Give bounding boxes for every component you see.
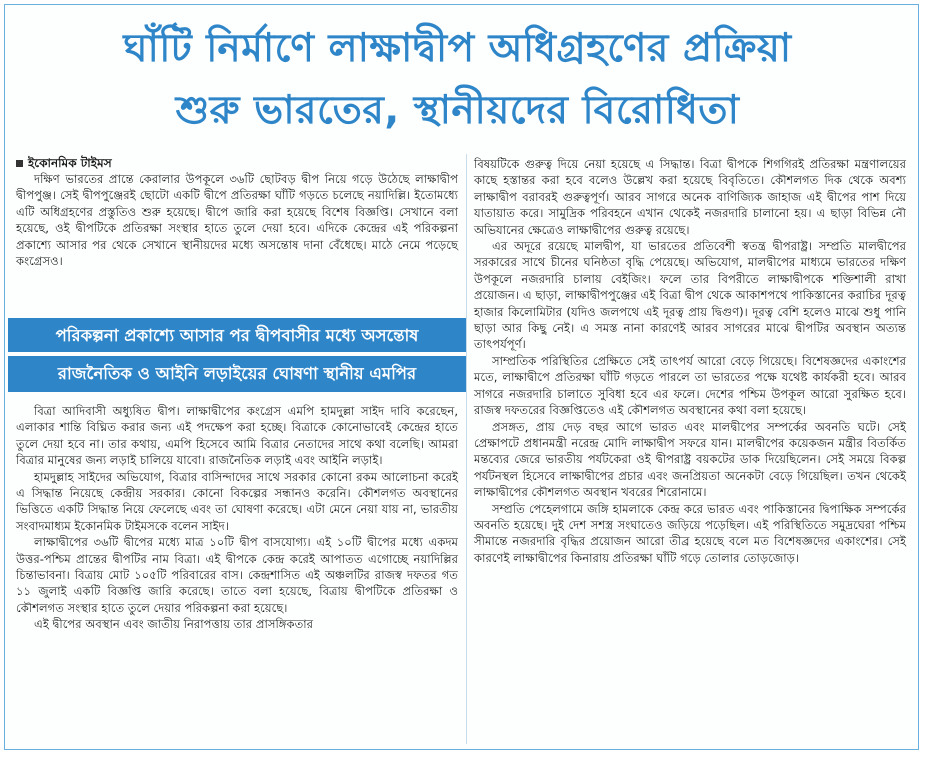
- subheading-banner-1: পরিকল্পনা প্রকাশ্যে আসার পর দ্বীপবাসীর মধ্যে অসন্তোষ: [8, 318, 466, 354]
- left-column-bottom: [16, 403, 458, 633]
- byline: [16, 156, 458, 170]
- paragraph: সাম্প্রতিক পরিস্থিতির প্রেক্ষিতে সেই তাৎপর্য আরো বেড়ে গিয়েছে। বিশেষজ্ঞদের একাংশের মতে, লাক্ষাদ্বীপে প্রতিরক্ষা ঘাঁটি গড়তে পারলে তা ভারতের পক্ষে যথেষ্ট কার্যকরী হবে। আরব সাগরে নজরদারি চালাতে সুবিধা হবে এর ফলে। দেশের পশ্চিম উপকূল আরো সুরক্ষিত হবে। রাজস্ব দফতরের বিজ্ঞপ্তিতেও এই কৌশলগত অবস্থানের কথা বলা হয়েছে।: [474, 353, 906, 418]
- byline-source: ইকোনমিক টাইমস: [28, 156, 112, 170]
- paragraph: প্রসঙ্গত, প্রায় দেড় বছর আগে ভারত এবং মালদ্বীপের সম্পর্কের অবনতি ঘটে। সেই প্রেক্ষাপটে প্রধানমন্ত্রী নরেন্দ্র মোদি লাক্ষাদ্বীপ সফরে যান। মালদ্বীপের কয়েকজন মন্ত্রীর বিতর্কিত মন্তব্যের জেরে ভারতীয় পর্যটকেরা ওই দ্বীপরাষ্ট্র বয়কটের ডাক দিয়েছিলেন। সেই সময়ে বিকল্প পর্যটনস্থল হিসেবে লাক্ষাদ্বীপের প্রচার এবং জনপ্রিয়তা অনেকটা বেড়ে গিয়েছিল। তখন থেকেই লাক্ষাদ্বীপের কৌশলগত অবস্থান খবরের শিরোনামে।: [474, 419, 906, 500]
- paragraph: এই দ্বীপের অবস্থান এবং জাতীয় নিরাপত্তায় তার প্রাসঙ্গিকতার: [34, 617, 314, 632]
- bottom-strip: [0, 752, 931, 764]
- paragraph: বিষয়টিকে গুরুত্ব দিয়ে নেয়া হয়েছে এ সিদ্ধান্ত। বিত্রা দ্বীপকে শিগগিরই প্রতিরক্ষা মন্ত্রণালয়ের কাছে হস্তান্তর করা হবে বলেও উল্লেখ করা হয়েছে বিবৃতিতে। কৌশলগত দিক থেকে অবশ্য লাক্ষাদ্বীপ বরাবরই গুরুত্বপূর্ণ। আরব সাগরে অনেক বাণিজ্যিক জাহাজ এই দ্বীপের পাশ দিয়ে যাতায়াত করে। সামুদ্রিক পরিবহনে এখান থেকেই নজরদারি চালানো হয়। এ ছাড়া বিভিন্ন নৌ অভিযানের ক্ষেত্রেও লাক্ষাদ্বীপের গুরুত্ব রয়েছে।: [474, 157, 906, 237]
- headline: [6, 18, 909, 142]
- headline-line-1: ঘাঁটি নির্মাণে লাক্ষাদ্বীপ অধিগ্রহণের প্রক্রিয়া: [123, 26, 792, 71]
- headline-line-2: শুরু ভারতের, স্থানীয়দের বিরোধিতা: [175, 88, 740, 133]
- paragraph: সম্প্রতি পেহেলগামে জঙ্গি হামলাকে কেন্দ্র করে ভারত এবং পাকিস্তানের দ্বিপাক্ষিক সম্পর্কের অবনতি হয়েছে। দুই দেশ সশস্ত্র সংঘাতেও জড়িয়ে পড়েছিল। এই পরিস্থিতিতে সমুদ্রঘেরা পশ্চিম সীমান্তে নজরদারি বৃদ্ধির প্রয়োজন আরো তীব্র হয়েছে বলে মত বিশেষজ্ঞদের একাংশের। সেই কারণেই লাক্ষাদ্বীপের কিনারায় প্রতিরক্ষা ঘাঁটি গড়ে তোলার তোড়জোড়।: [474, 501, 906, 565]
- paragraph: হামদুল্লাহ সাইদের অভিযোগ, বিত্রার বাসিন্দাদের সাথে সরকার কোনো রকম আলোচনা করেই এ সিদ্ধান্ত নিয়েছে কেন্দ্রীয় সরকার। কোনো বিকল্পের সন্ধানও করেনি। কৌশলগত অবস্থানের ভিত্তিতে একটি সিদ্ধান্ত নিয়ে ফেলেছে এবং তা ঘোষণা করেছে। এটা মেনে নেয়া যায় না, ভারতীয় সংবাদমাধ্যম ইকোনমিক টাইমসকে বলেন সাইদ।: [16, 469, 458, 533]
- subheading-banner-2: রাজনৈতিক ও আইনি লড়াইয়ের ঘোষণা স্থানীয় এমপির: [8, 356, 466, 392]
- paragraph: দক্ষিণ ভারতের প্রান্তে কেরালার উপকূলে ৩৬টি ছোটবড় দ্বীপ নিয়ে গড়ে উঠেছে লাক্ষাদ্বীপ দ্বীপপুঞ্জ। সেই দ্বীপপুঞ্জেরই ছোটো একটি দ্বীপে প্রতিরক্ষা ঘাঁটি গড়তে চলেছে নয়াদিল্লি। ইতোমধ্যে এটি অধিগ্রহণের প্রস্তুতিও শুরু হয়েছে। দ্বীপে জারি করা হয়েছে বিশেষ বিজ্ঞপ্তি। সেখানে বলা হয়েছে, ওই দ্বীপটিকে প্রতিরক্ষা সংস্থার হাতে তুলে দেয়া হবে। এদিকে কেন্দ্রের এই পরিকল্পনা প্রকাশ্যে আসার পর থেকে সেখানে স্থানীয়দের মধ্যে অসন্তোষ দানা বেঁধেছে। মাঠে নেমে পড়েছে কংগ্রেসও।: [16, 172, 458, 269]
- paragraph: বিত্রা আদিবাসী অধ্যুষিত দ্বীপ। লাক্ষাদ্বীপের কংগ্রেস এমপি হামদুল্লা সাইদ দাবি করেছেন, এলাকার শান্তি বিঘ্নিত করার জন্য এই পদক্ষেপ করা হচ্ছে। বিত্রাকে কোনোভাবেই কেন্দ্রের হাতে তুলে দেয়া হবে না। তার কথায়, এমপি হিসেবে আমি বিত্রার নেতাদের সাথে কথা বলেছি। আমরা বিত্রার মানুষের জন্য লড়াই চালিয়ে যাবো। রাজনৈতিক লড়াই এবং আইনি লড়াই।: [16, 404, 458, 468]
- column-divider: [466, 154, 467, 744]
- paragraph: এর অদূরে রয়েছে মালদ্বীপ, যা ভারতের প্রতিবেশী স্বতন্ত্র দ্বীপরাষ্ট্র। সম্প্রতি মালদ্বীপের সরকারের সাথে চীনের ঘনিষ্ঠতা বৃদ্ধি পেয়েছে। অভিযোগ, মালদ্বীপের মাধ্যমে ভারতের দক্ষিণ উপকূলে নজরদারি চালায় বেইজিং। ফলে তার বিপরীতে লাক্ষাদ্বীপকে শক্তিশালী রাখা প্রয়োজন। এ ছাড়া, লাক্ষাদ্বীপপুঞ্জের এই বিত্রা দ্বীপ থেকে আকাশপথে পাকিস্তানের করাচির দূরত্ব হাজার কিলোমিটার (যদিও জলপথে এই দূরত্ব প্রায় দ্বিগুণ)। দূরত্ব বেশি হলেও মাঝে শুধু পানি ছাড়া আর কিছু নেই। এ সমস্ত নানা কারণেই আরব সাগরের মাঝে দ্বীপটির অবস্থান অত্যন্ত তাৎপর্যপূর্ণ।: [474, 239, 906, 352]
- paragraph: লাক্ষাদ্বীপের ৩৬টি দ্বীপের মধ্যে মাত্র ১০টি দ্বীপ বাসযোগ্য। এই ১০টি দ্বীপের মধ্যে একদম উত্তর-পশ্চিম প্রান্তের দ্বীপটির নাম বিত্রা। এই দ্বীপকে কেন্দ্র করেই আপাতত এগোচ্ছে নয়াদিল্লির চিন্তাভাবনা। বিত্রায় মোট ১০৫টি পরিবারের বাস। কেন্দ্রশাসিত এই অঞ্চলটির রাজস্ব দফতর গত ১১ জুলাই একটি বিজ্ঞপ্তি জারি করেছে। তাতে বলা হয়েছে, বিত্রায় দ্বীপটিকে প্রতিরক্ষা ও কৌশলগত সংস্থার হাতে তুলে দেয়ার পরিকল্পনা করা হয়েছে।: [16, 535, 458, 615]
- left-column-top: [16, 156, 458, 269]
- square-bullet-icon: [16, 160, 23, 167]
- right-column: [474, 156, 906, 566]
